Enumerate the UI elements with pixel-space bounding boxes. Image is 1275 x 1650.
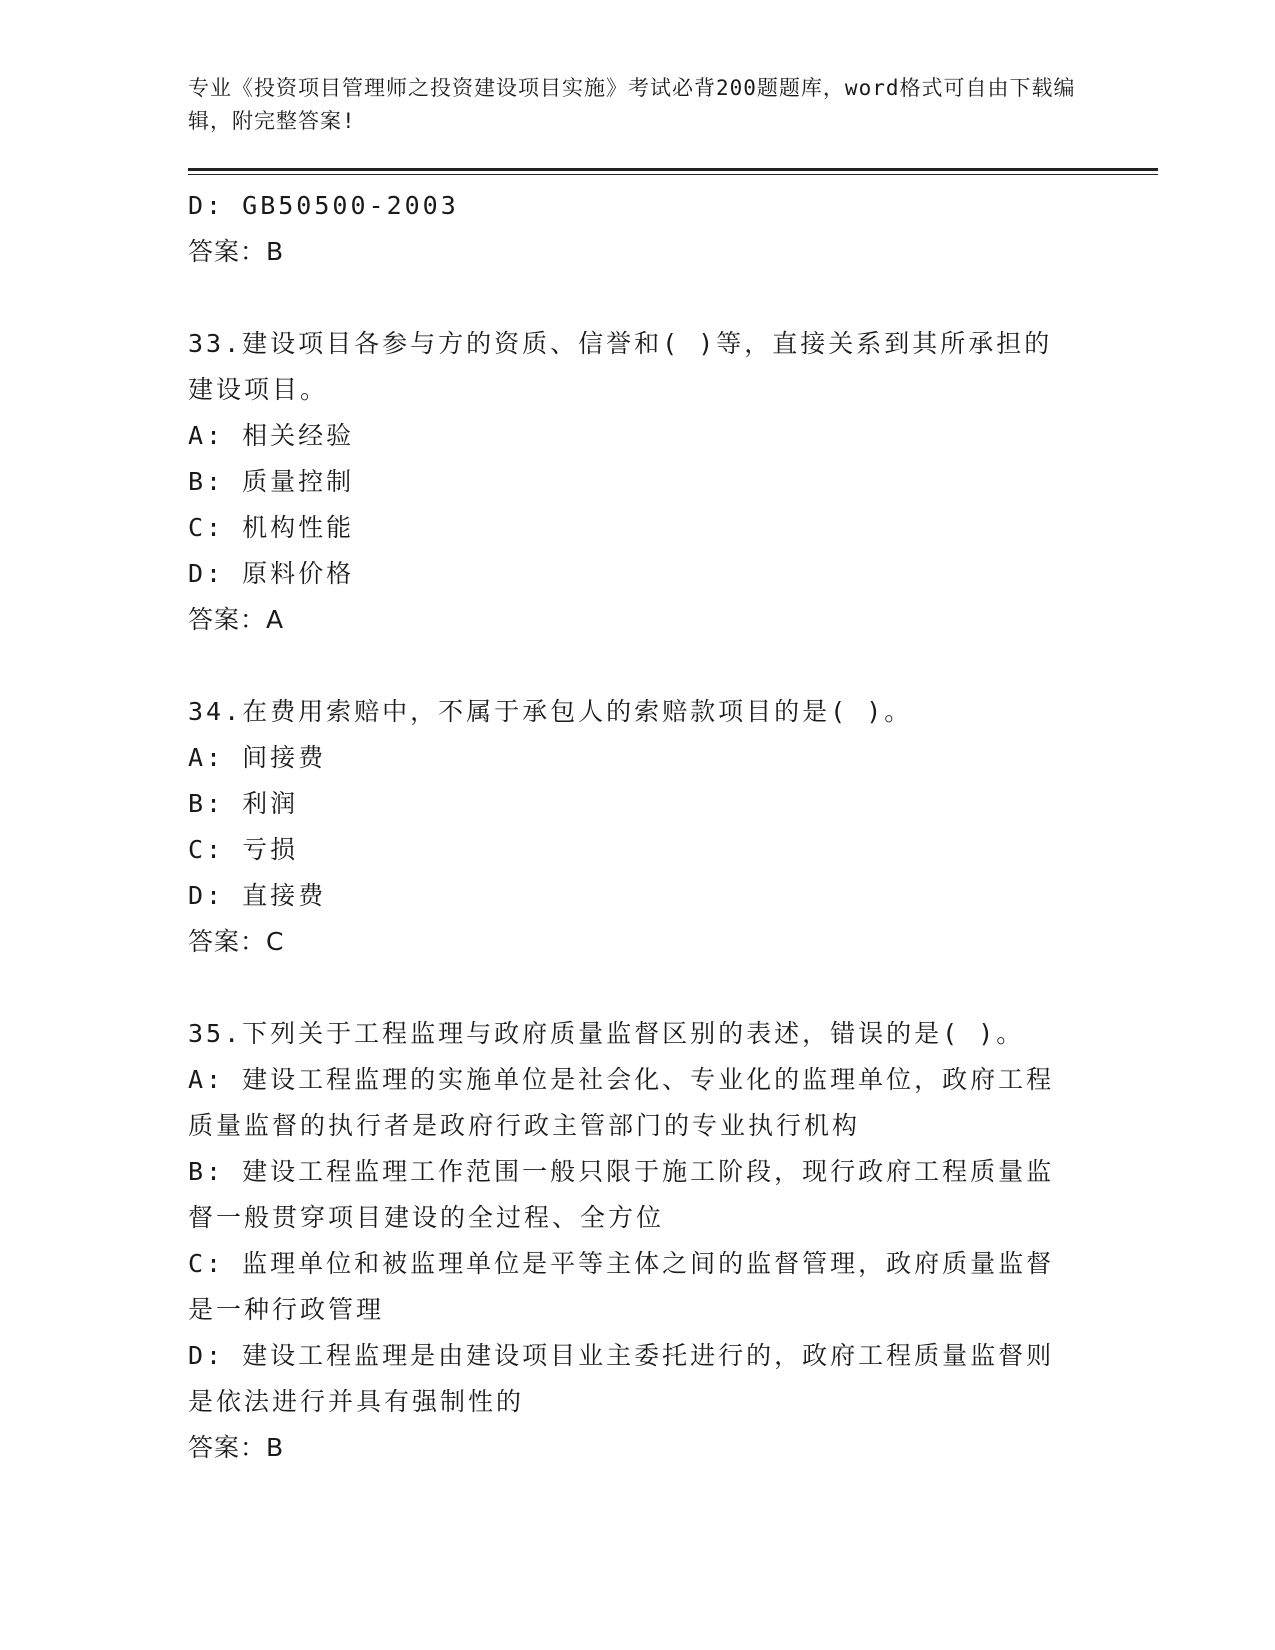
option-a: A: 间接费 [188, 743, 327, 772]
question-stem: 35.下列关于工程监理与政府质量监督区别的表述，错误的是( )。 [188, 1019, 1025, 1048]
option-d: D: 原料价格 [188, 559, 355, 588]
option-c: C: 机构性能 [188, 513, 355, 542]
document-body [188, 183, 1158, 1471]
answer-line: 答案：B [188, 237, 285, 266]
question-33 [188, 321, 1158, 643]
answer-line: 答案：B [188, 1433, 285, 1462]
option-b: B: 质量控制 [188, 467, 355, 496]
question-35 [188, 1011, 1158, 1471]
question-stem: 34.在费用索赔中，不属于承包人的索赔款项目的是( )。 [188, 697, 913, 726]
option-c: C: 监理单位和被监理单位是平等主体之间的监督管理，政府质量监督是一种行政管理 [188, 1249, 1055, 1324]
option-a: A: 建设工程监理的实施单位是社会化、专业化的监理单位，政府工程质量监督的执行者是政府行政主管部门的专业执行机构 [188, 1065, 1055, 1140]
question-34 [188, 689, 1158, 965]
option-d: D: 直接费 [188, 881, 327, 910]
option-b: B: 利润 [188, 789, 299, 818]
document-page [188, 72, 1158, 1471]
option-d: D: GB50500-2003 [188, 191, 459, 220]
option-a: A: 相关经验 [188, 421, 355, 450]
previous-question-tail [188, 183, 1158, 275]
header-divider [188, 168, 1158, 175]
answer-line: 答案：A [188, 605, 285, 634]
document-header: 专业《投资项目管理师之投资建设项目实施》考试必背200题题库，word格式可自由下载编辑，附完整答案! [188, 76, 1076, 133]
option-b: B: 建设工程监理工作范围一般只限于施工阶段，现行政府工程质量监督一般贯穿项目建设的全过程、全方位 [188, 1157, 1055, 1232]
answer-line: 答案：C [188, 927, 285, 956]
question-stem: 33.建设项目各参与方的资质、信誉和( )等，直接关系到其所承担的建设项目。 [188, 329, 1053, 404]
option-c: C: 亏损 [188, 835, 299, 864]
option-d: D: 建设工程监理是由建设项目业主委托进行的，政府工程质量监督则是依法进行并具有强制性的 [188, 1341, 1055, 1416]
